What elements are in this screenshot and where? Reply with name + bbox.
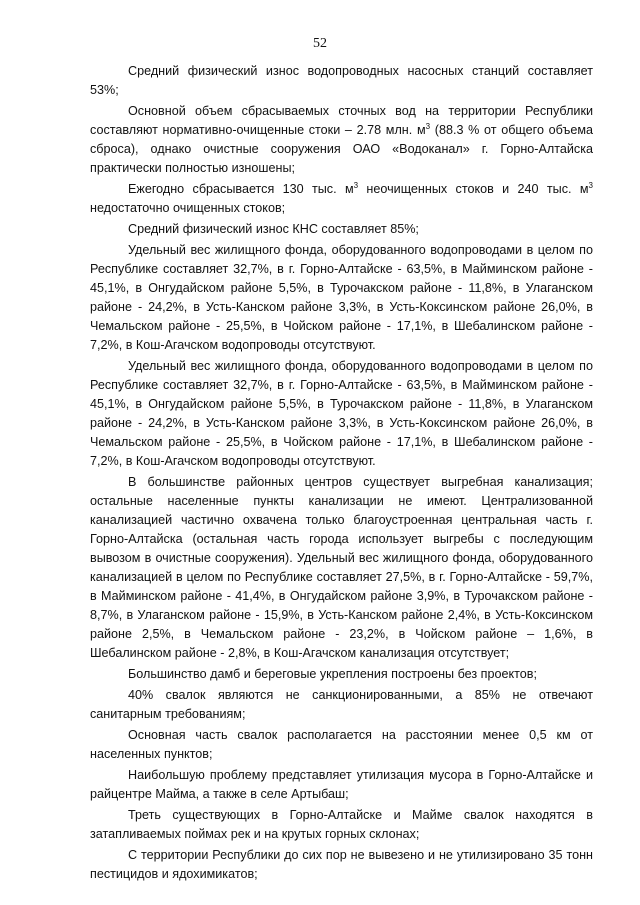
paragraph-annual-discharge — [90, 180, 593, 218]
paragraph-dams: Большинство дамб и береговые укрепления построены без проектов; — [128, 667, 537, 681]
paragraph-landfills-floodplains: Треть существующих в Горно-Алтайске и Майме свалок находятся в затапливаемых поймах рек и на крутых горных склонах; — [90, 808, 593, 841]
paragraph-landfills-unsanctioned: 40% свалок являются не санкционированными, а 85% не отвечают санитарным требованиям; — [90, 688, 593, 721]
paragraph-water-supply-share-repeat: Удельный вес жилищного фонда, оборудованного водопроводами в целом по Республике составляет 32,7%, в г. Горно-Алтайске - 63,5%, в Майминском районе - 45,1%, в Онгудайском районе 5,5%, в Турочакском районе - 11,8%, в Улаганском районе - 24,2%, в Усть-Канском районе 3,3%, в Усть-Коксинском районе 26,0%, в Чемальском районе - 25,5%, в Чойском районе - 17,1%, в Шебалинском районе - 7,2%, в Кош-Агачском водопроводы отсутствуют. — [90, 359, 593, 468]
paragraph-text-part: Основной объем сбрасываемых сточных вод на территории Республики составляют нормативно-очищенные стоки – 2.78 млн. м — [90, 104, 593, 137]
page-number: 52 — [313, 36, 327, 51]
paragraph-kns-wear: Средний физический износ КНС составляет 85%; — [128, 222, 419, 236]
paragraph-waste-disposal: Наибольшую проблему представляет утилизация мусора в Горно-Алтайске и райцентре Майма, а также в селе Артыбаш; — [90, 768, 593, 801]
superscript: 3 — [425, 122, 431, 131]
paragraph-text-part: неочищенных стоков и 240 тыс. м — [358, 182, 589, 196]
paragraph-wastewater-volume — [90, 102, 593, 178]
paragraph-water-supply-share: Удельный вес жилищного фонда, оборудованного водопроводами в целом по Республике составляет 32,7%, в г. Горно-Алтайске - 63,5%, в Майминском районе - 45,1%, в Онгудайском районе 5,5%, в Турочакском районе - 11,8%, в Улаганском районе - 24,2%, в Усть-Канском районе 3,3%, в Усть-Коксинском районе 26,0%, в Чемальском районе - 25,5%, в Чойском районе - 17,1%, в Шебалинском районе - 7,2%, в Кош-Агачском водопроводы отсутствуют. — [90, 243, 593, 352]
paragraph-text-part: Ежегодно сбрасывается 130 тыс. м — [128, 182, 354, 196]
paragraph-text-part: недостаточно очищенных стоков; — [90, 201, 286, 215]
paragraph-pesticides: С территории Республики до сих пор не вывезено и не утилизировано 35 тонн пестицидов и ядохимикатов; — [90, 848, 593, 881]
paragraph-sewerage: В большинстве районных центров существует выгребная канализация; остальные населенные пункты канализации не имеют. Централизованной канализацией частично охвачена только благоустроенная центральная часть г. Горно-Алтайска (остальная часть города использует выгребы с последующим вывозом в очистные сооружения). Удельный вес жилищного фонда, оборудованного канализацией в целом по Республике составляет 27,5%, в г. Горно-Алтайске - 59,7%, в Майминском районе - 41,4%, в Онгудайском районе 3,9%, в Турочакском районе - 8,7%, в Улаганском районе - 15,9%, в Усть-Канском районе 2,4%, в Усть-Коксинском районе 2,5%, в Чемальском районе - 23,2%, в Чойском районе – 1,6%, в Шебалинском районе - 2,8%, в Кош-Агачском канализация отсутствует; — [90, 475, 593, 660]
superscript: 3 — [588, 181, 593, 190]
paragraph-text-part: (88.3 % от общего объема сброса), однако очистные сооружения ОАО «Водоканал» г. Горно-Алтайска практически полностью изношены; — [90, 123, 593, 175]
paragraph-pump-station-wear: Средний физический износ водопроводных насосных станций составляет 53%; — [90, 64, 593, 97]
paragraph-landfills-distance: Основная часть свалок располагается на расстоянии менее 0,5 км от населенных пунктов; — [90, 728, 593, 761]
superscript: 3 — [353, 181, 359, 190]
document-body — [90, 62, 593, 886]
